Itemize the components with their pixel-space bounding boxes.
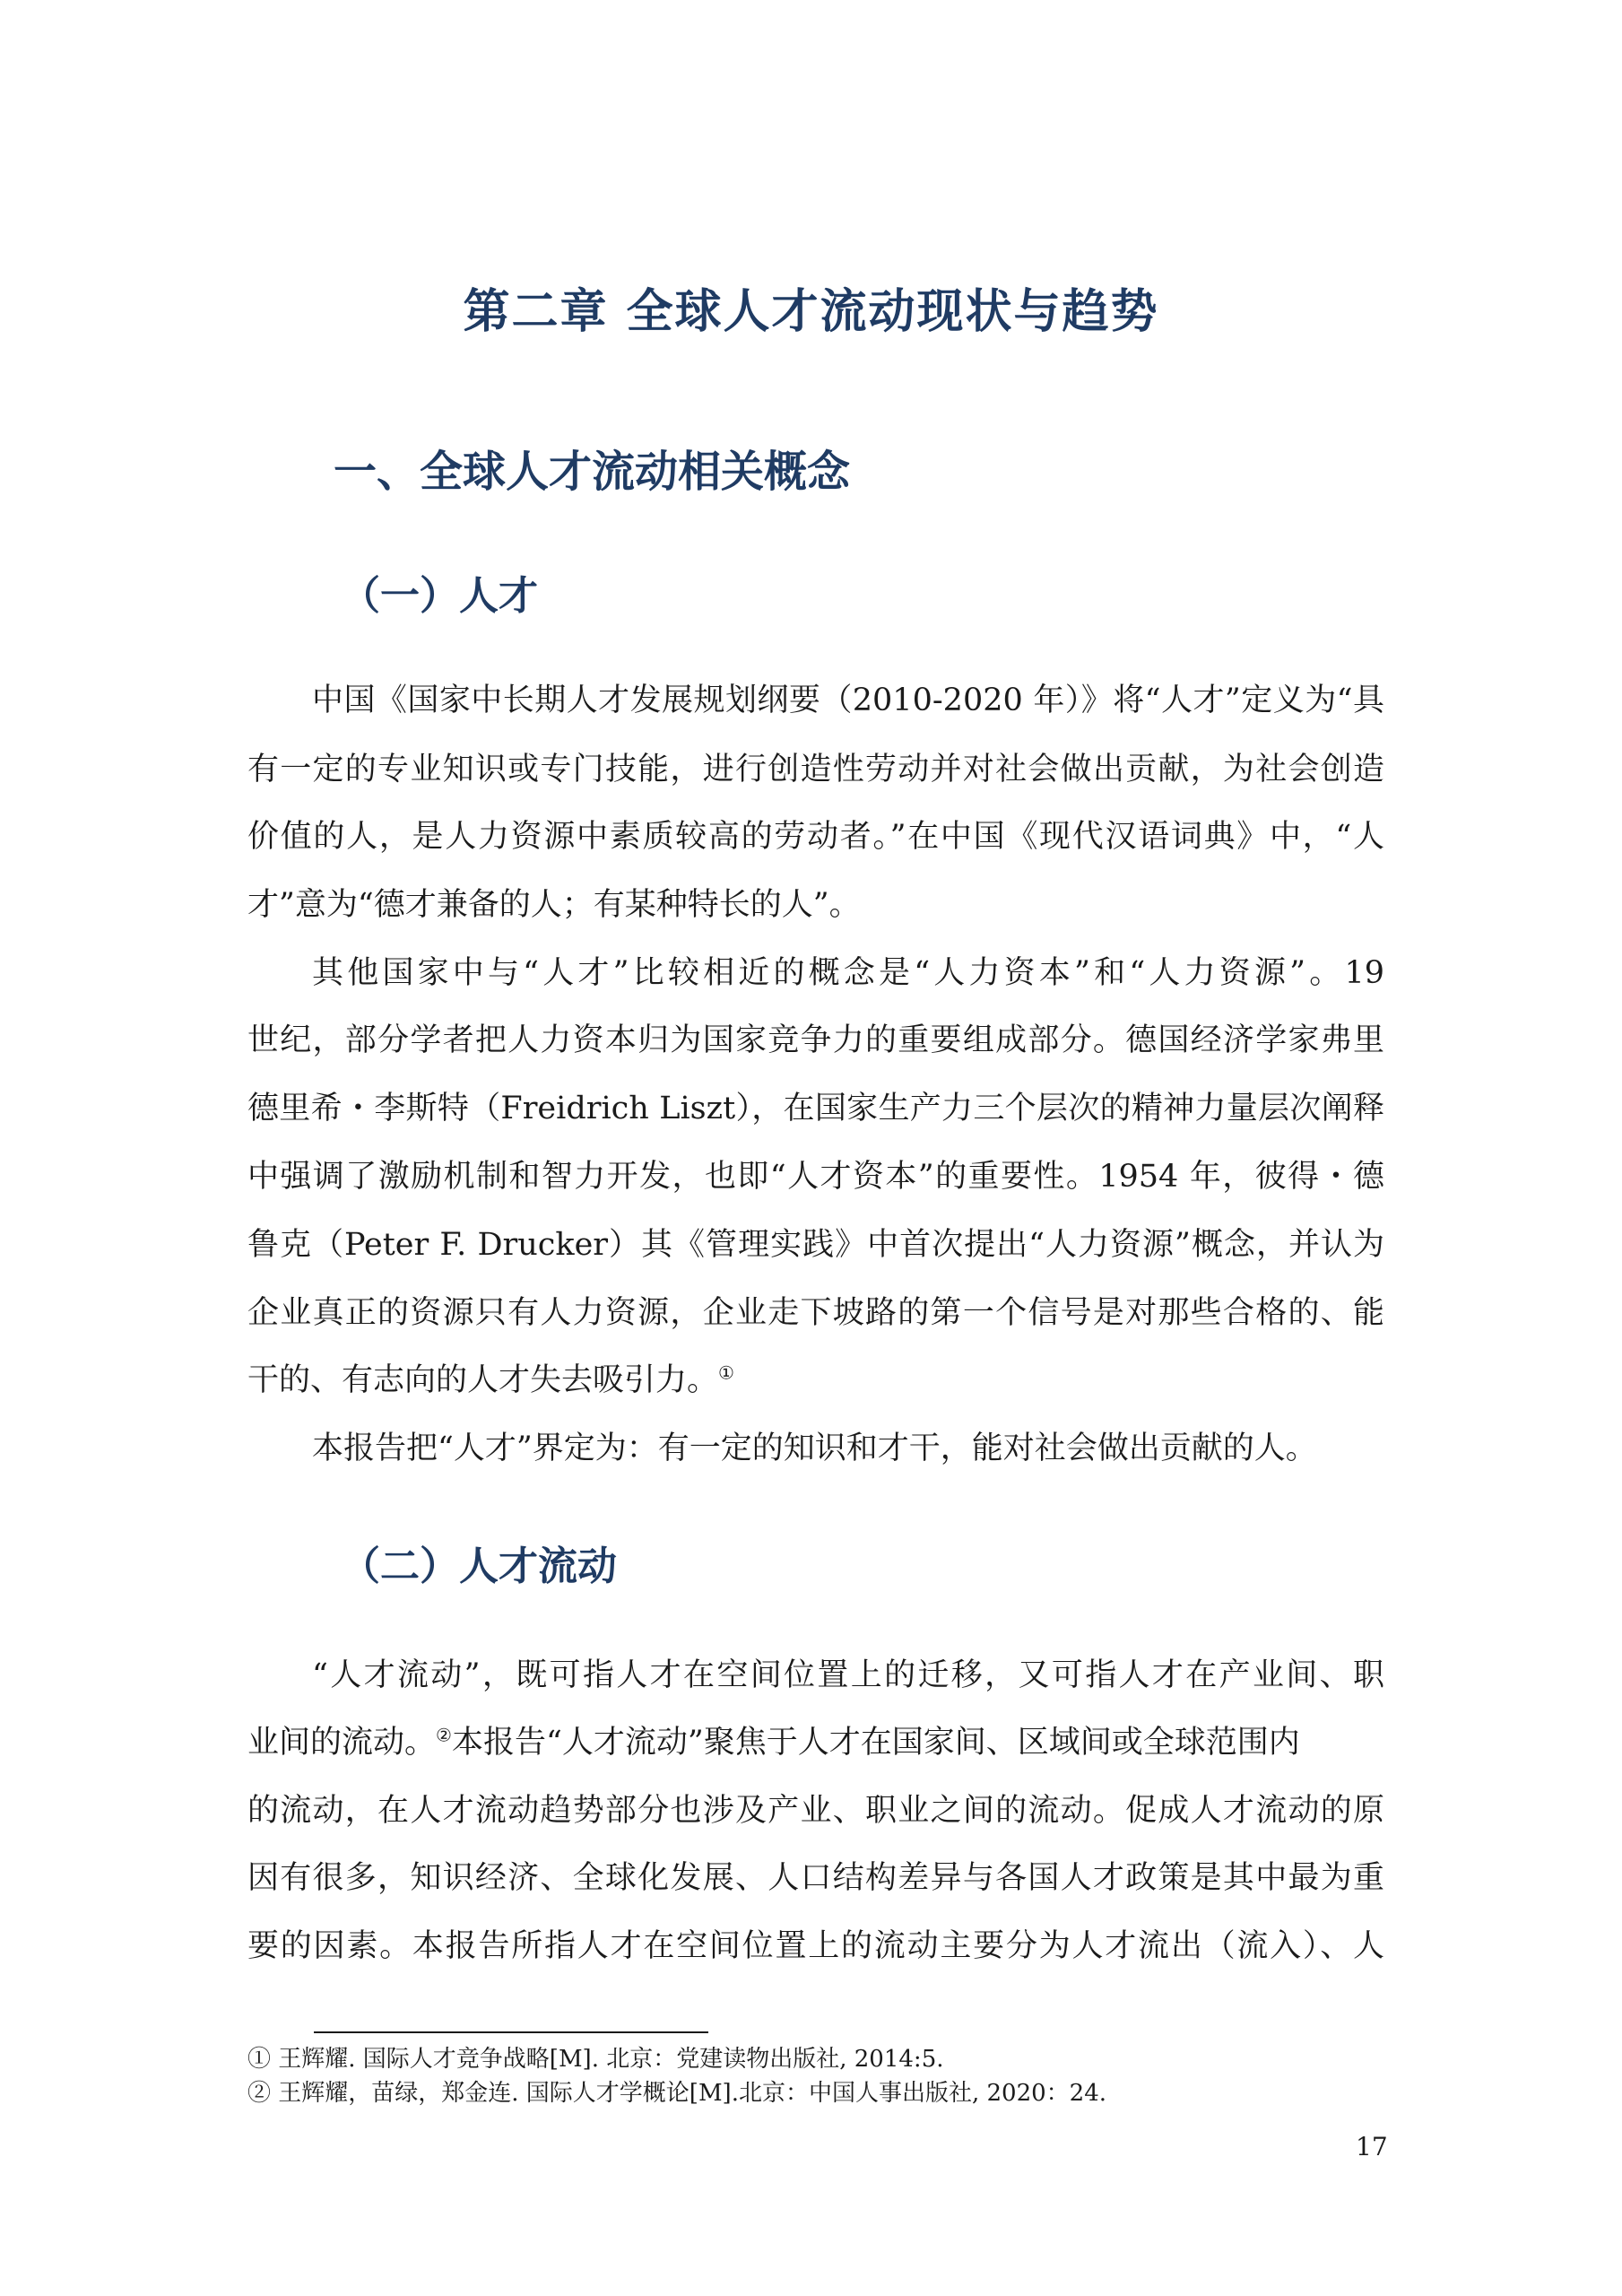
paragraph-line-text: 干的、有志向的人才失去吸引力。 — [247, 1362, 719, 1398]
chapter-title: 第二章 全球人才流动现状与趋势 — [463, 285, 1159, 339]
footnote-reference-1[interactable]: ① — [718, 1361, 734, 1384]
paragraph-line: 其他国家中与“人才”比较相近的概念是“人力资本”和“人力资源”。19 — [312, 955, 1384, 991]
paragraph-line: 才”意为“德才兼备的人；有某种特长的人”。 — [247, 887, 861, 923]
paragraph-line: 德里希・李斯特（Freidrich Liszt），在国家生产力三个层次的精神力量层次阐释 — [247, 1091, 1384, 1126]
paragraph-line: 因有很多，知识经济、全球化发展、人口结构差异与各国人才政策是其中最为重 — [247, 1860, 1384, 1896]
page-number: 17 — [1356, 2132, 1388, 2161]
paragraph-line-text: 本报告“人才流动”聚焦于人才在国家间、区域间或全球范围内 — [451, 1725, 1300, 1761]
footnote-1: ① 王辉耀. 国际人才竞争战略[M]. 北京：党建读物出版社, 2014:5. — [247, 2046, 944, 2073]
section-title: 一、全球人才流动相关概念 — [334, 447, 851, 497]
paragraph-line: 中国《国家中长期人才发展规划纲要（2010-2020 年）》将“人才”定义为“具 — [312, 683, 1384, 718]
paragraph-line: 世纪，部分学者把人力资本归为国家竞争力的重要组成部分。德国经济学家弗里 — [247, 1022, 1384, 1058]
paragraph-line: 的流动，在人才流动趋势部分也涉及产业、职业之间的流动。促成人才流动的原 — [247, 1793, 1384, 1829]
paragraph-line: 有一定的专业知识或专门技能，进行创造性劳动并对社会做出贡献，为社会创造 — [247, 752, 1384, 787]
footnote-reference-2[interactable]: ② — [436, 1724, 452, 1746]
subsection-title-talent: （一）人才 — [341, 573, 538, 619]
paragraph-line: “人才流动”，既可指人才在空间位置上的迁移，又可指人才在产业间、职 — [312, 1657, 1384, 1693]
paragraph-line: 要的因素。本报告所指人才在空间位置上的流动主要分为人才流出（流入）、人 — [247, 1928, 1384, 1964]
paragraph-line: 本报告把“人才”界定为：有一定的知识和才干，能对社会做出贡献的人。 — [312, 1431, 1317, 1466]
paragraph-line: 中强调了激励机制和智力开发，也即“人才资本”的重要性。1954 年，彼得・德 — [247, 1159, 1384, 1195]
subsection-title-talent-mobility: （二）人才流动 — [341, 1544, 617, 1589]
paragraph-line — [247, 1722, 1300, 1763]
footnote-2: ② 王辉耀，苗绿，郑金连. 国际人才学概论[M].北京：中国人事出版社, 2020：24. — [247, 2080, 1107, 2107]
footnote-divider — [314, 2031, 708, 2033]
paragraph-line — [247, 1360, 734, 1401]
paragraph-line: 鲁克（Peter F. Drucker）其《管理实践》中首次提出“人力资源”概念，并认为 — [247, 1227, 1384, 1263]
paragraph-line-text: 业间的流动。 — [247, 1725, 437, 1761]
paragraph-line: 价值的人，是人力资源中素质较高的劳动者。”在中国《现代汉语词典》中，“人 — [247, 819, 1384, 855]
paragraph-line: 企业真正的资源只有人力资源，企业走下坡路的第一个信号是对那些合格的、能 — [247, 1295, 1384, 1331]
